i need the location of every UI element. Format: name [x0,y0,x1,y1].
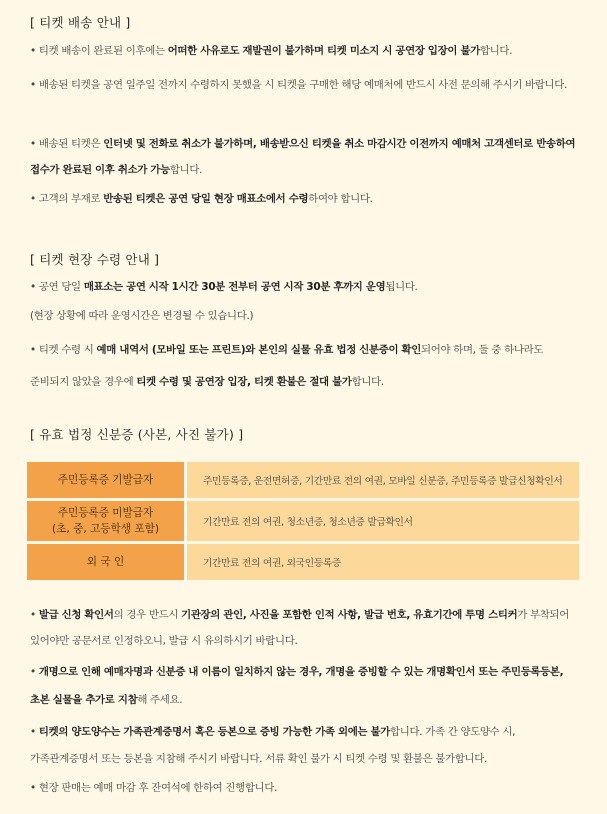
id-section-title: [ 유효 법정 신분증 (사본, 사진 불가) ] [30,427,244,442]
id-notice-1: • 발급 신청 확인서의 경우 반드시 기관장의 관인, 사진을 포함한 인적 사항, 발급 번호, 유효기간에 투명 스티커가 부착되어 있어야만 공문서로 인정하오니, 발급 시 유의하시기 바랍니다. [30,602,580,654]
pickup-notice-2: • 티켓 수령 시 예매 내역서 (모바일 또는 프린트)와 본인의 실물 유효 법정 신분증이 확인되어야 하며, 둘 중 하나라도 준비되지 않았을 경우에 티켓 수령 및 공연장 입장, 티켓 환불은 절대 불가합니다. [30,334,580,398]
delivery-notice-3: • 배송된 티켓은 인터넷 및 전화로 취소가 불가하며, 배송받으신 티켓을 취소 마감시간 이전까지 예매처 고객센터로 반송하여 접수가 완료된 이후 취소가 가능합니다. [30,131,580,183]
id-notice-4: • 현장 판매는 예매 마감 후 잔여석에 한하여 진행합니다. [30,778,580,798]
id-notice-3: • 티켓의 양도양수는 가족관계증명서 혹은 등본으로 증빙 가능한 가족 외에는 불가합니다. 가족 간 양도양수 시, 가족관계증명서 또는 등본을 지참해 주시기 바랍니다. 서류 확인 불가 시 티켓 수령 및 환불은 불가합니다. [30,719,580,773]
delivery-section-title: [ 티켓 배송 안내 ] [30,15,131,30]
id-row-head: 주민등록증 기발급자 [27,462,184,498]
id-row-unregistered [27,501,579,541]
pickup-notice-1: • 공연 당일 매표소는 공연 시작 1시간 30분 전부터 공연 시작 30분 후까지 운영됩니다. [30,277,580,297]
id-row-registered [27,462,579,498]
id-notice-2: • 개명으로 인해 예매자명과 신분증 내 이름이 일치하지 않는 경우, 개명을 증빙할 수 있는 개명확인서 또는 주민등록등본, 초본 실물을 추가로 지참해 주세요. [30,658,580,714]
valid-id-table [27,459,579,583]
pickup-hours-note: (현장 상황에 따라 운영시간은 변경될 수 있습니다.) [30,310,254,322]
id-row-head: 외 국 인 [27,544,184,580]
delivery-notice-4: • 고객의 부재로 반송된 티켓은 공연 당일 현장 매표소에서 수령하여야 합니다. [30,189,580,209]
delivery-notice-1: • 티켓 배송이 완료된 이후에는 어떠한 사유로도 재발권이 불가하며 티켓 미소지 시 공연장 입장이 불가합니다. [30,41,580,61]
delivery-notice-2: • 배송된 티켓을 공연 일주일 전까지 수령하지 못했을 시 티켓을 구매한 해당 예매처에 반드시 사전 문의해 주시기 바랍니다. [30,75,580,95]
id-row-value: 기간만료 전의 여권, 청소년증, 청소년증 발급확인서 [187,501,579,541]
id-row-foreigner [27,544,579,580]
id-row-value: 기간만료 전의 여권, 외국인등록증 [187,544,579,580]
id-row-head: 주민등록증 미발급자 (초, 중, 고등학생 포함) [27,501,184,541]
pickup-section-title: [ 티켓 현장 수령 안내 ] [30,252,160,267]
id-row-value: 주민등록증, 운전면허증, 기간만료 전의 여권, 모바일 신분증, 주민등록증 발급신청확인서 [187,462,579,498]
